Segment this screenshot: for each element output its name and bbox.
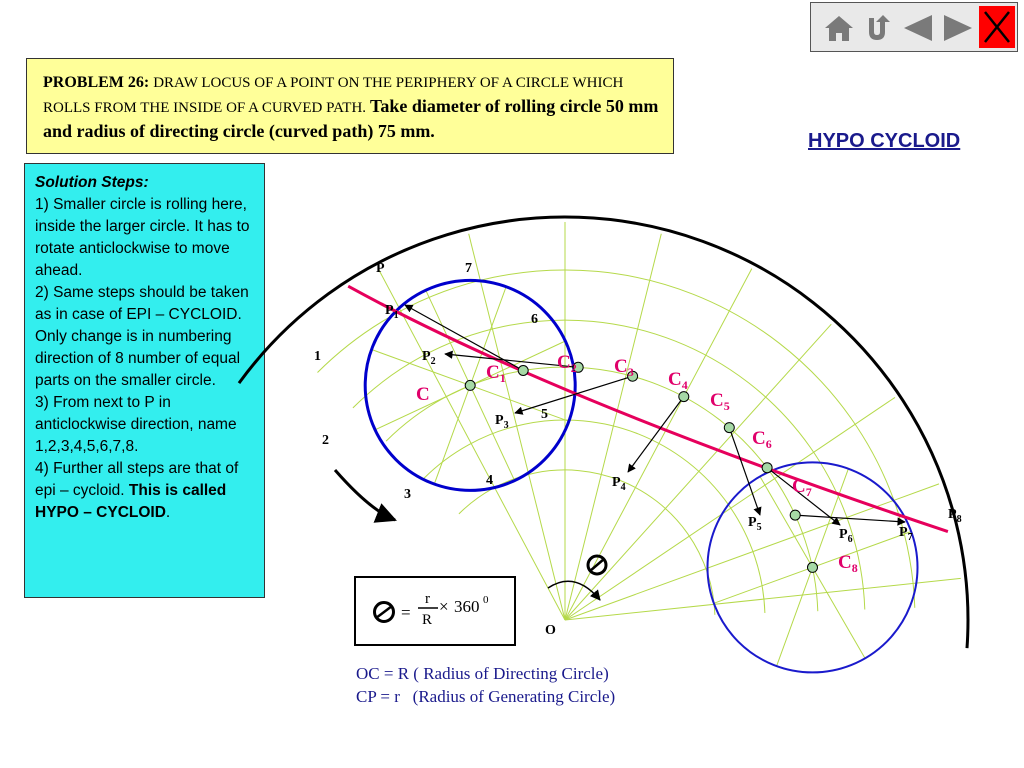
center-point — [465, 380, 475, 390]
step-2: 2) Same steps should be taken as in case of EPI – CYCLOID. Only change is in numbering direction of 8 number of equal parts on the smaller circle. — [35, 284, 249, 389]
locus-point-label: $P_1$ — [385, 303, 399, 321]
center-label: $C_5$ — [710, 390, 730, 413]
origin-label: O — [545, 623, 556, 638]
problem-label: PROBLEM 26: — [43, 74, 150, 91]
center-points — [465, 362, 817, 572]
center-point — [808, 562, 818, 572]
radial-line — [565, 484, 939, 620]
formula-equals: = — [401, 603, 411, 622]
problem-dimensions: Take diameter of rolling circle 50 mm and radius of directing circle (curved path) 75 mm. — [43, 96, 659, 141]
rolling-circles — [239, 217, 968, 672]
angle-theta-symbol — [588, 556, 606, 574]
transfer-arrows — [335, 305, 905, 600]
center-point — [518, 366, 528, 376]
division-number-label: 6 — [531, 312, 538, 327]
center-point — [790, 510, 800, 520]
center-label: $C_2$ — [557, 352, 577, 375]
center-label: $C_1$ — [486, 362, 506, 385]
locus-point-label: $P_6$ — [839, 527, 853, 545]
step-4-curve-name: HYPO – CYCLOID — [35, 504, 166, 521]
division-number-label: 4 — [486, 473, 493, 488]
step-4-text: 4) Further all steps are that of epi – cycloid. — [35, 460, 239, 499]
center-label: $C_6$ — [752, 428, 772, 451]
center-point — [762, 463, 772, 473]
formula-graphic — [356, 578, 514, 644]
formula-box — [354, 576, 516, 646]
formula-degree: 0 — [483, 594, 489, 606]
directing-circle-arc — [239, 217, 968, 648]
formula-value: 360 — [454, 597, 480, 616]
step-1: 1) Smaller circle is rolling here, inside the larger circle. It has to rotate anticlockwise to move ahead. — [35, 196, 250, 279]
note-directing-radius: OC = R ( Radius of Directing Circle) — [356, 664, 609, 683]
point-p-label: P — [376, 261, 385, 276]
locus-point-label: $P_4$ — [612, 475, 626, 493]
center-label: $C_7$ — [792, 476, 812, 499]
division-number-label: 5 — [541, 407, 548, 422]
page-title: HYPO CYCLOID — [808, 130, 961, 152]
locus-point-label: $P_8$ — [948, 507, 962, 525]
division-number-label: 2 — [322, 433, 329, 448]
center-point — [724, 423, 734, 433]
radial-line — [565, 578, 961, 620]
concentric-arc — [318, 270, 915, 608]
locus-point-label: $P_5$ — [748, 515, 762, 533]
radius-notes — [356, 662, 615, 708]
theta-symbol — [375, 603, 394, 622]
locus-point-label: $P_7$ — [899, 525, 913, 543]
center-label: $C_8$ — [838, 552, 858, 575]
step-4-period: . — [165, 504, 171, 521]
division-number-label: 3 — [404, 487, 411, 502]
problem-text: DRAW LOCUS OF A POINT ON THE PERIPHERY OF A CIRCLE WHICH ROLLS FROM THE INSIDE OF A CURVED PATH. — [43, 75, 624, 116]
formula-times: × — [439, 597, 449, 616]
locus-point-label: $P_3$ — [495, 413, 509, 431]
step-4-bold: This is called — [128, 482, 227, 499]
steps-heading: Solution Steps: — [35, 174, 149, 191]
step-3: 3) From next to P in anticlockwise direction, name 1,2,3,4,5,6,7,8. — [35, 394, 237, 455]
note-generating-radius: CP = r (Radius of Generating Circle) — [356, 687, 616, 706]
center-label: $C_3$ — [614, 356, 634, 379]
center-label: $C_4$ — [668, 369, 688, 392]
formula-denominator: R — [422, 612, 433, 628]
formula-numerator: r — [425, 591, 430, 607]
locus-point-label: $P_2$ — [422, 349, 436, 367]
rotation-arrow — [335, 470, 395, 520]
division-number-label: 1 — [314, 349, 321, 364]
radial-line — [565, 234, 661, 620]
center-point — [679, 392, 689, 402]
division-number-label: 7 — [465, 261, 472, 276]
center-c-label: C — [416, 384, 430, 405]
